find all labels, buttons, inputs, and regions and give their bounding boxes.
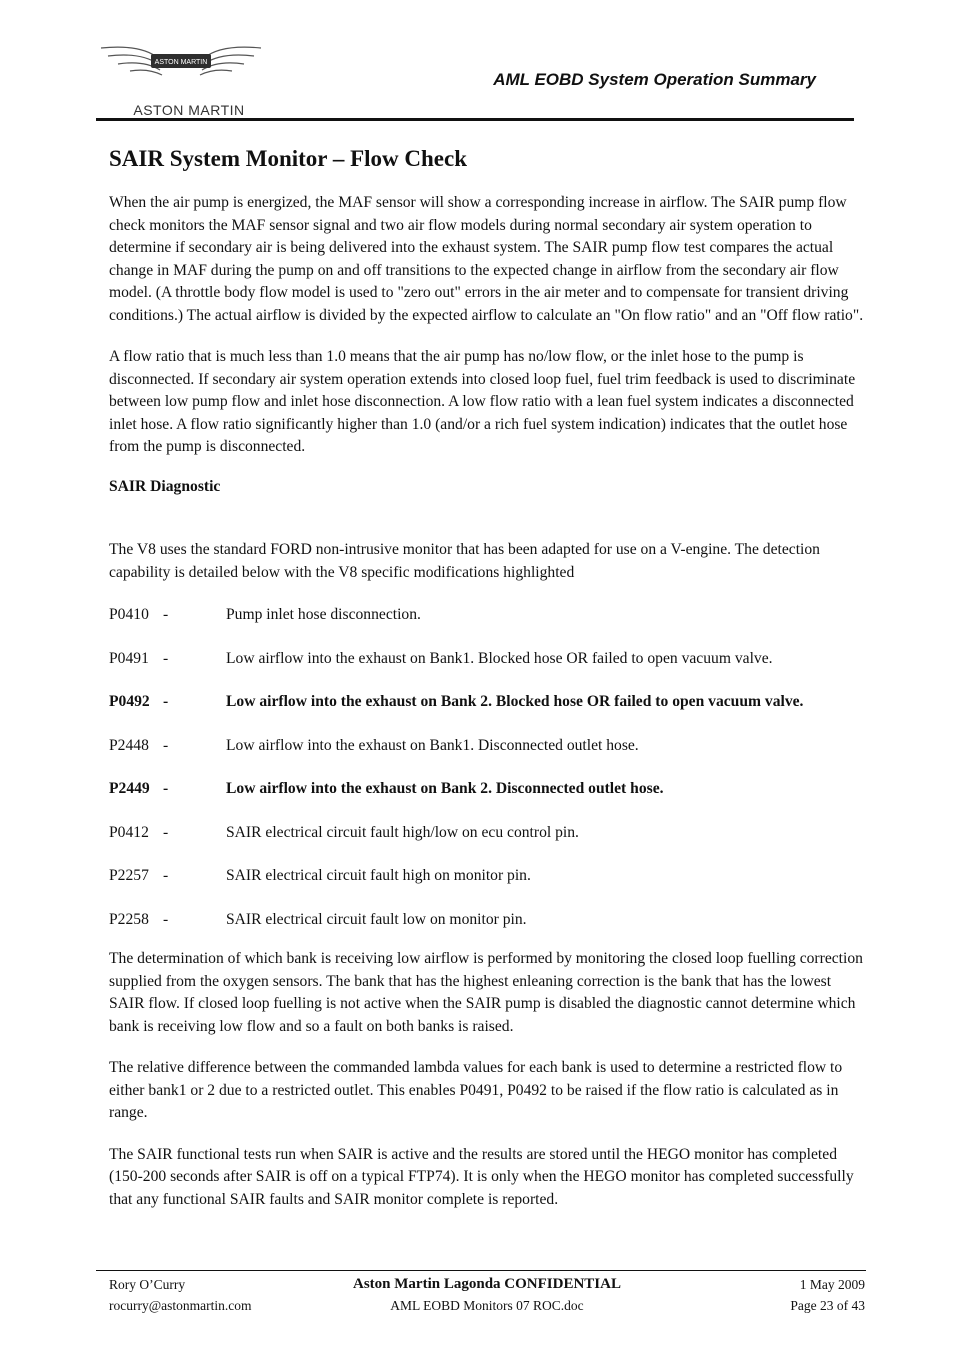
section-title: SAIR System Monitor – Flow Check [109, 146, 467, 171]
paragraph-bank-determination: The determination of which bank is receiving low airflow is performed by monitoring the closed loop fuelling correction supplied from the oxygen sensors. The bank that has the highest enleaning correction is the bank that has the lowest SAIR flow. If closed loop fuelling is not active when the SAIR pump is disabled the diagnostic cannot determine which bank is receiving low flow and so a fault on both banks is raised. [109, 950, 863, 1035]
footer-date: 1 May 2009 [799, 1277, 865, 1292]
dtc-dash: - [163, 910, 169, 928]
footer-confidential: Aston Martin Lagonda CONFIDENTIAL [353, 1276, 621, 1292]
header-divider [96, 118, 854, 121]
dtc-row [109, 822, 869, 845]
dtc-dash: - [163, 649, 169, 667]
dtc-dash: - [163, 693, 169, 710]
paragraph-v8-monitor: The V8 uses the standard FORD non-intrusive monitor that has been adapted for use on a V-engine. The detection capability is detailed below with the V8 specific modifications highlighted [109, 541, 820, 581]
dtc-code: P0492 [109, 693, 150, 710]
paragraph-flow-check-intro: When the air pump is energized, the MAF sensor will show a corresponding increase in airflow. The SAIR pump flow check monitors the MAF sensor signal and two air flow models during normal secondary air system operation to determine if secondary air is being delivered into the exhaust system. The SAIR pump flow test compares the actual change in MAF during the pump on and off transitions to the expected change in airflow from the secondary air flow model. (A throttle body flow model is used to "zero out" errors in the air meter and to compensate for transient driving conditions.) The actual airflow is divided by the expected airflow to calculate an "On flow ratio" and an "Off flow ratio". [109, 194, 864, 324]
dtc-code: P0410 [109, 606, 149, 623]
footer-page-number: Page 23 of 43 [790, 1298, 865, 1313]
dtc-description: Low airflow into the exhaust on Bank 2. Disconnected outlet hose. [226, 780, 664, 797]
dtc-row [109, 735, 869, 758]
dtc-dash: - [163, 823, 169, 841]
document-header-title: AML EOBD System Operation Summary [493, 70, 816, 89]
dtc-description: Low airflow into the exhaust on Bank1. Disconnected outlet hose. [226, 736, 639, 754]
dtc-dash: - [163, 867, 169, 884]
dtc-code: P0412 [109, 823, 149, 841]
dtc-description: SAIR electrical circuit fault high/low on ecu control pin. [226, 823, 579, 841]
dtc-code: P2448 [109, 736, 149, 754]
dtc-row [109, 604, 869, 627]
wings-emblem-icon [96, 40, 266, 100]
footer-filename: AML EOBD Monitors 07 ROC.doc [390, 1298, 584, 1313]
dtc-dash: - [163, 606, 169, 623]
dtc-row [109, 909, 869, 932]
dtc-description: SAIR electrical circuit fault high on monitor pin. [226, 867, 531, 884]
dtc-code: P0491 [109, 649, 149, 667]
page-body [109, 140, 869, 1230]
aston-martin-logo [96, 40, 266, 122]
dtc-description: Pump inlet hose disconnection. [226, 606, 421, 623]
dtc-row-highlighted [109, 691, 869, 714]
dtc-description: SAIR electrical circuit fault low on monitor pin. [226, 910, 527, 928]
page-footer [109, 1274, 865, 1316]
paragraph-lambda-difference: The relative difference between the commanded lambda values for each bank is used to determine a restricted flow to either bank1 or 2 due to a restricted outlet. This enables P0491, P0492 to be raised if the flow ratio is calculated as in range. [109, 1059, 843, 1121]
dtc-dash: - [163, 736, 169, 754]
dtc-dash: - [163, 780, 169, 797]
footer-author: Rory O’Curry [109, 1277, 186, 1292]
dtc-description: Low airflow into the exhaust on Bank 2. Blocked hose OR failed to open vacuum valve. [226, 693, 804, 710]
dtc-row [109, 648, 869, 671]
logo-wordmark: ASTON MARTIN [133, 102, 245, 118]
subheading-sair-diagnostic: SAIR Diagnostic [109, 477, 221, 495]
logo-badge: ASTON MARTIN [154, 59, 208, 66]
dtc-code: P2449 [109, 780, 150, 797]
footer-email: rocurry@astonmartin.com [109, 1298, 252, 1313]
paragraph-functional-tests: The SAIR functional tests run when SAIR is active and the results are stored until the HEGO monitor has completed (150-200 seconds after SAIR is off on a typical FTP74). It is only when the HEGO monitor has completed successfully that any functional SAIR faults and SAIR monitor complete is reported. [109, 1145, 854, 1208]
dtc-code: P2257 [109, 867, 149, 884]
paragraph-flow-ratio: A flow ratio that is much less than 1.0 means that the air pump has no/low flow, or the inlet hose to the pump is disconnected. If secondary air system operation extends into closed loop fuel, fuel trim feedback is used to discriminate between low pump flow and inlet hose disconnection. A low flow ratio with a lean fuel system indicates a disconnected inlet hose. A flow ratio significantly higher than 1.0 (and/or a rich fuel system indication) indicates that the outlet hose from the pump is disconnected. [109, 348, 856, 455]
dtc-code: P2258 [109, 910, 149, 928]
dtc-row-highlighted [109, 778, 869, 801]
dtc-description: Low airflow into the exhaust on Bank1. Blocked hose OR failed to open vacuum valve. [226, 649, 773, 667]
dtc-row [109, 865, 869, 888]
footer-divider [96, 1270, 866, 1271]
